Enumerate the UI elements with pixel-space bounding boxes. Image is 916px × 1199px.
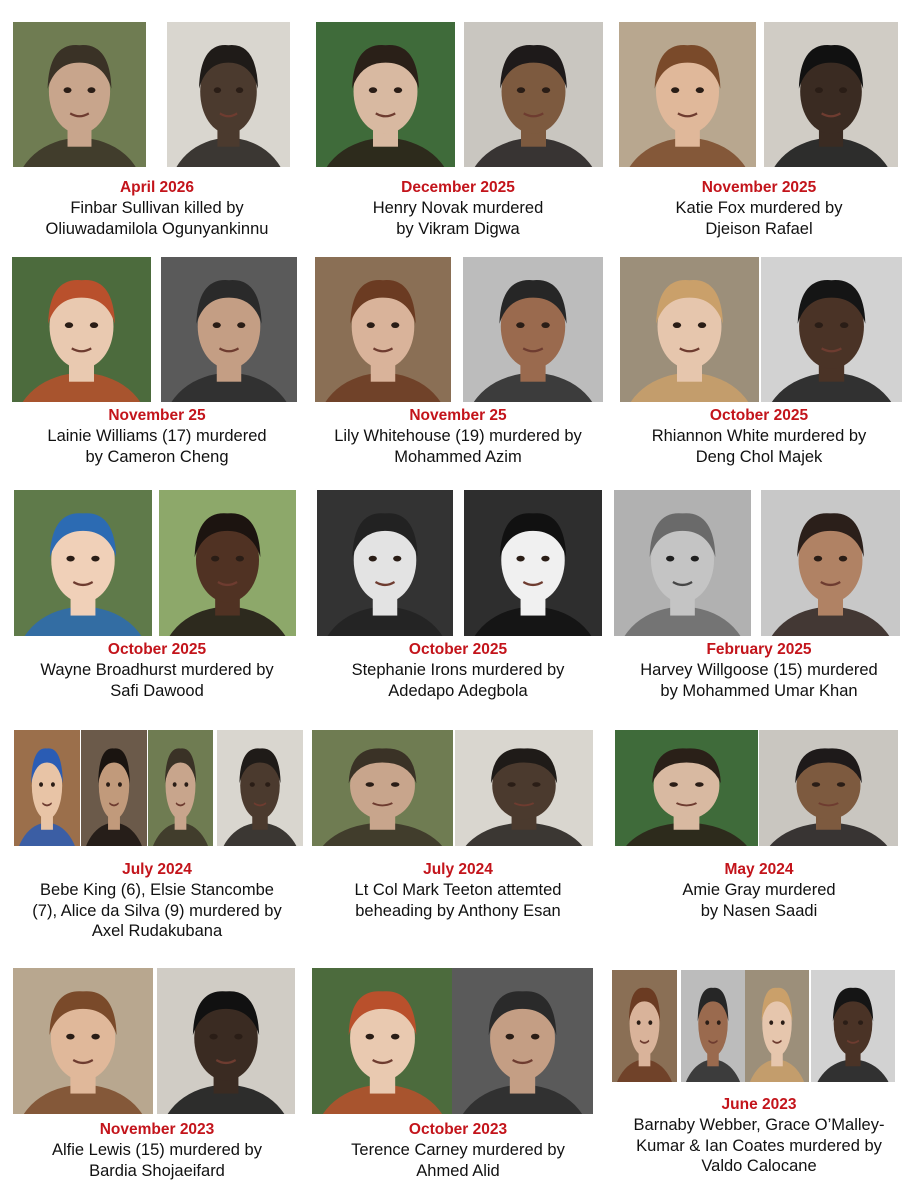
victim-photo xyxy=(612,970,677,1082)
card-caption xyxy=(311,640,605,701)
perpetrator-photo xyxy=(159,490,296,636)
incident-date: November 25 xyxy=(409,407,507,424)
victim-photo xyxy=(148,730,213,846)
caption-line: Stephanie Irons murdered by xyxy=(351,661,565,679)
card-caption xyxy=(311,1120,605,1181)
card-caption xyxy=(10,406,304,467)
caption-line: (7), Alice da Silva (9) murdered by xyxy=(32,901,282,920)
victim-photo xyxy=(619,22,756,167)
caption-line: Djeison Rafael xyxy=(705,219,813,238)
caption-line: Terence Carney murdered by xyxy=(351,1141,565,1159)
caption-line: by Nasen Saadi xyxy=(700,901,818,920)
victim-photo xyxy=(312,968,453,1114)
caption-line: by Mohammed Umar Khan xyxy=(660,681,858,700)
incident-date: May 2024 xyxy=(724,861,794,878)
victim-photo xyxy=(745,970,809,1082)
victim-photo xyxy=(620,257,759,402)
perpetrator-photo xyxy=(464,490,602,636)
caption-line: Bebe King (6), Elsie Stancombe xyxy=(40,881,274,899)
card-caption xyxy=(612,1095,906,1177)
victim-photo xyxy=(81,730,147,846)
incident-date: November 2023 xyxy=(99,1121,215,1138)
card-caption xyxy=(612,860,906,921)
perpetrator-photo xyxy=(217,730,303,846)
caption-line: Deng Chol Majek xyxy=(695,447,823,466)
caption-line: Lainie Williams (17) murdered xyxy=(47,427,267,445)
caption-line: Katie Fox murdered by xyxy=(675,199,843,217)
victim-photo xyxy=(312,730,453,846)
victim-photo xyxy=(316,22,455,167)
card-caption xyxy=(612,178,906,239)
caption-line: Adedapo Adegbola xyxy=(388,681,528,700)
victim-photo xyxy=(315,257,451,402)
caption-line: Finbar Sullivan killed by xyxy=(70,199,244,217)
caption-line: Lt Col Mark Teeton attemted xyxy=(354,881,562,899)
victim-photo xyxy=(12,257,151,402)
perpetrator-photo xyxy=(761,257,902,402)
incident-date: October 2025 xyxy=(408,641,508,658)
perpetrator-photo xyxy=(764,22,898,167)
incident-date: July 2024 xyxy=(122,861,192,878)
card-caption xyxy=(311,860,605,921)
perpetrator-photo xyxy=(452,968,593,1114)
card-caption xyxy=(10,1120,304,1181)
victim-photo xyxy=(614,490,751,636)
caption-line: Valdo Calocane xyxy=(701,1157,817,1175)
caption-line: Amie Gray murdered xyxy=(682,881,836,899)
victim-photo xyxy=(681,970,745,1082)
card-caption xyxy=(612,406,906,467)
victim-photo xyxy=(14,490,152,636)
card-caption xyxy=(311,406,605,467)
victim-photo xyxy=(615,730,758,846)
victim-photo xyxy=(13,968,153,1114)
caption-line: Ahmed Alid xyxy=(416,1161,500,1180)
incident-date: October 2023 xyxy=(408,1121,508,1138)
caption-line: Kumar & Ian Coates murdered by xyxy=(636,1136,882,1155)
caption-line: Oliuwadamilola Ogunyankinnu xyxy=(45,219,269,238)
victim-photo xyxy=(317,490,453,636)
perpetrator-photo xyxy=(811,970,895,1082)
incident-date: February 2025 xyxy=(706,641,812,658)
caption-line: Safi Dawood xyxy=(110,681,204,700)
card-caption xyxy=(10,640,304,701)
caption-line: Wayne Broadhurst murdered by xyxy=(40,661,274,679)
caption-line: Rhiannon White murdered by xyxy=(651,427,867,445)
caption-line: Alfie Lewis (15) murdered by xyxy=(51,1141,262,1159)
caption-line: Axel Rudakubana xyxy=(91,922,223,940)
victim-photo xyxy=(14,730,80,846)
card-caption xyxy=(311,178,605,239)
perpetrator-photo xyxy=(463,257,603,402)
incident-date: October 2025 xyxy=(709,407,809,424)
incident-date: April 2026 xyxy=(119,179,195,196)
incident-date: June 2023 xyxy=(721,1096,797,1113)
perpetrator-photo xyxy=(157,968,295,1114)
card-caption xyxy=(612,640,906,701)
incident-date: November 25 xyxy=(108,407,206,424)
incident-date: October 2025 xyxy=(107,641,207,658)
incident-date: July 2024 xyxy=(423,861,493,878)
caption-line: Barnaby Webber, Grace O’Malley- xyxy=(633,1116,885,1134)
incident-date: December 2025 xyxy=(401,179,515,196)
card-caption xyxy=(10,178,304,239)
incident-date: November 2025 xyxy=(701,179,817,196)
card-caption xyxy=(10,860,304,942)
caption-line: Lily Whitehouse (19) murdered by xyxy=(334,427,582,445)
caption-line: Mohammed Azim xyxy=(394,447,522,466)
caption-line: Harvey Willgoose (15) murdered xyxy=(640,661,878,679)
perpetrator-photo xyxy=(761,490,900,636)
caption-line: by Vikram Digwa xyxy=(396,219,520,238)
perpetrator-photo xyxy=(464,22,603,167)
caption-line: beheading by Anthony Esan xyxy=(355,901,561,920)
perpetrator-photo xyxy=(455,730,593,846)
caption-line: Henry Novak murdered xyxy=(372,199,544,217)
perpetrator-photo xyxy=(161,257,297,402)
perpetrator-photo xyxy=(759,730,898,846)
caption-line: Bardia Shojaeifard xyxy=(89,1161,225,1180)
victim-photo xyxy=(13,22,146,167)
perpetrator-photo xyxy=(167,22,290,167)
caption-line: by Cameron Cheng xyxy=(85,447,229,466)
